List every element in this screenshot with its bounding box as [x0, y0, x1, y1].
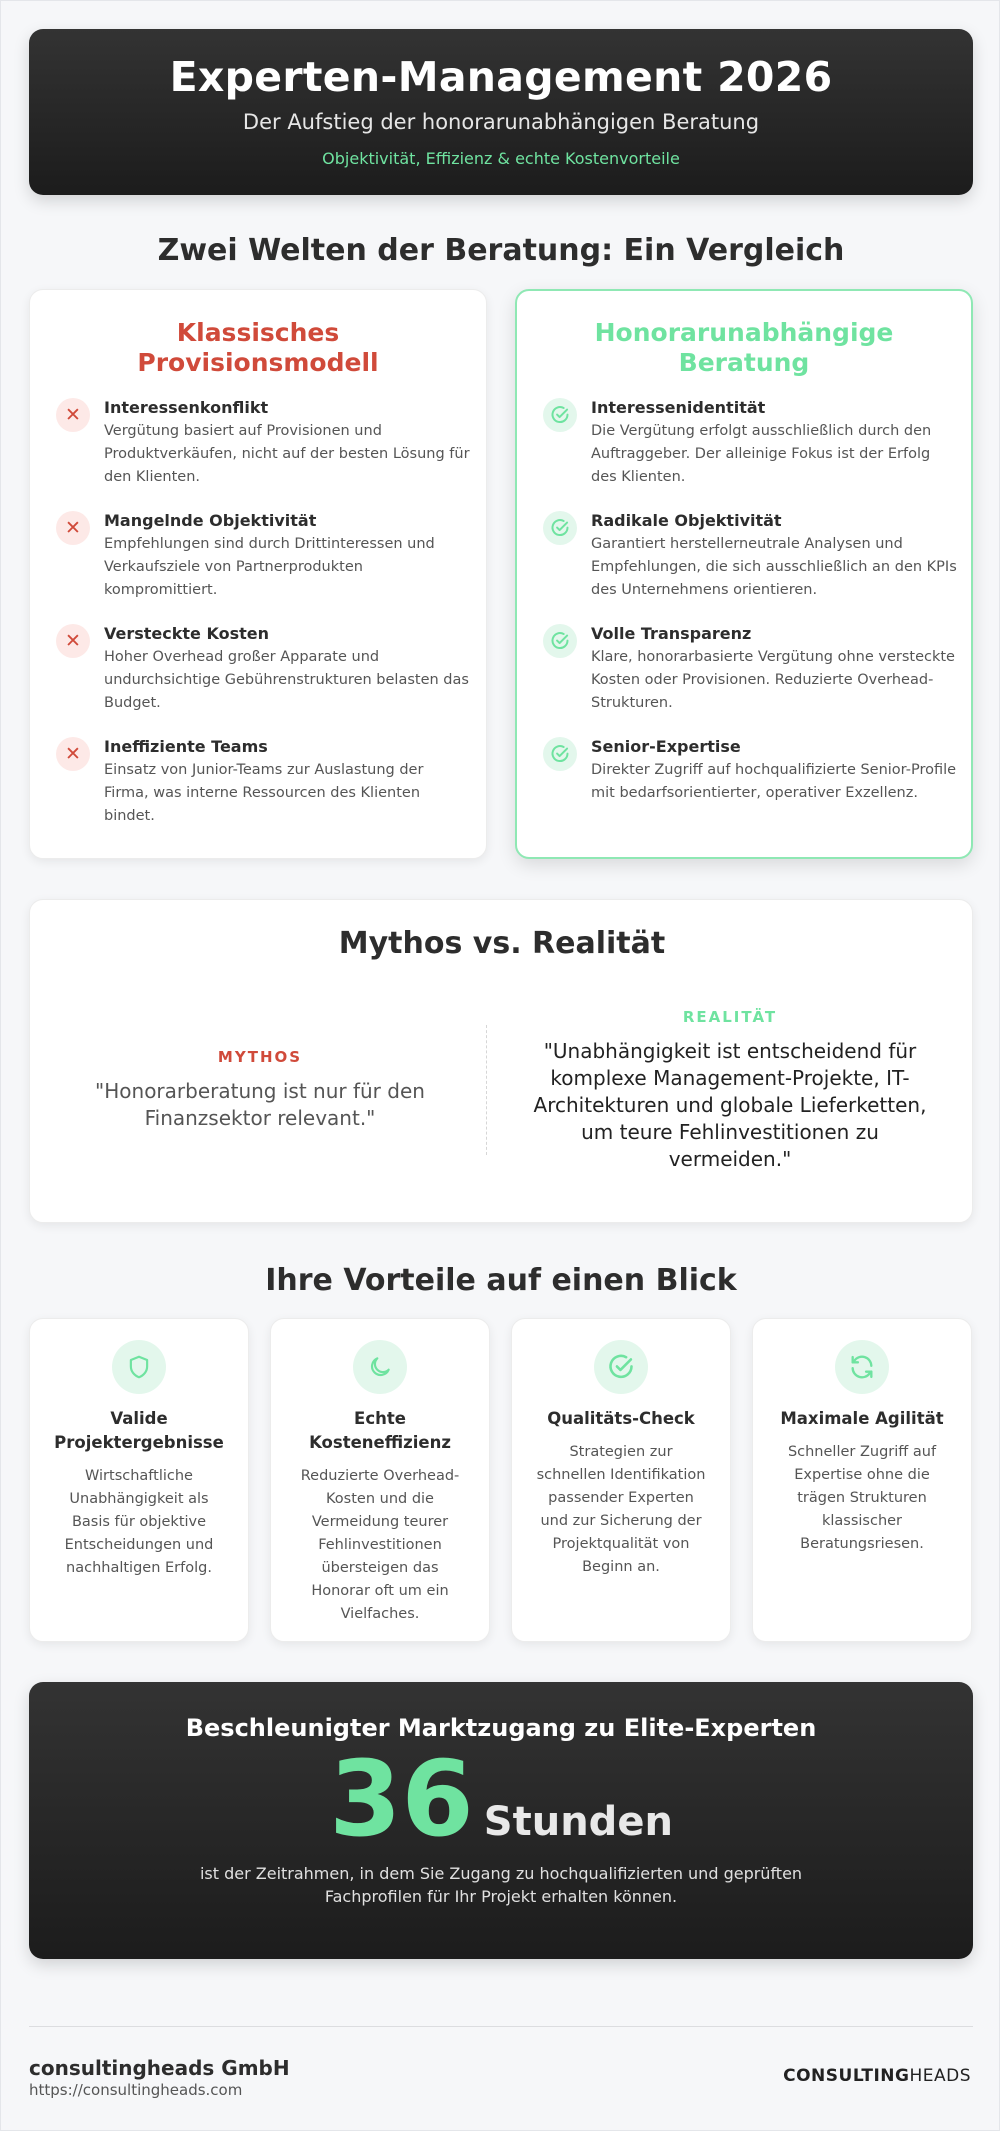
myth-divider: [486, 1025, 487, 1155]
refresh-icon: [835, 1340, 889, 1394]
benefit-text: Schneller Zugriff auf Expertise ohne die trägen Strukturen klassischer Beratungsriesen.: [787, 1444, 937, 1552]
stat-text: ist der Zeitrahmen, in dem Sie Zugang zu hochqualifizierten und geprüften Fachprofilen für Ihr Projekt erhalten können.: [199, 1864, 803, 1906]
close-icon: ✕: [56, 737, 90, 771]
stat-title: Beschleunigter Marktzugang zu Elite-Experten: [185, 1714, 817, 1742]
close-icon: ✕: [56, 624, 90, 658]
myth-label: MYTHOS: [217, 1048, 303, 1066]
benefit-text: Wirtschaftliche Unabhängigkeit als Basis für objektive Entscheidungen und nachhaltigen Erfolg.: [64, 1468, 214, 1576]
classic-card-title: [30, 318, 486, 378]
benefit-title: Valide Projektergebnisse: [54, 1409, 224, 1452]
benefit-title: Qualitäts-Check: [547, 1409, 695, 1428]
classic-title-line2: Provisionsmodell: [137, 348, 379, 377]
footer-divider: [29, 2026, 973, 2027]
classic-item-text: Empfehlungen sind durch Drittinteressen und Verkaufsziele von Partnerprodukten kompromittiert.: [104, 536, 435, 598]
benefit-title: Maximale Agilität: [780, 1409, 944, 1428]
independent-title-line2: Beratung: [678, 348, 810, 377]
logo-part1: CONSULTING: [783, 2066, 910, 2086]
independent-model-card: [515, 289, 973, 859]
stat-unit: Stunden: [483, 1799, 673, 1845]
check-circle-icon: [543, 511, 577, 545]
classic-item-text: Hoher Overhead großer Apparate und undurchsichtige Gebührenstrukturen belasten das Budget.: [104, 649, 469, 711]
independent-title-line1: Honorarunabhängige: [594, 318, 894, 347]
classic-item-text: Vergütung basiert auf Provisionen und Produktverkäufen, nicht auf der besten Lösung für den Klienten.: [104, 423, 470, 485]
independent-item-text: Direkter Zugriff auf hochqualifizierte Senior-Profile mit bedarfsorientierter, operativer Exzellenz.: [591, 762, 957, 801]
reality-column: [530, 1008, 930, 1173]
classic-item-text: Einsatz von Junior-Teams zur Auslastung der Firma, was interne Ressourcen des Klienten bindet.: [104, 762, 424, 824]
page-subtitle: Der Aufstieg der honorarunabhängigen Beratung: [242, 110, 760, 134]
shield-icon: [112, 1340, 166, 1394]
independent-item-text: Klare, honorarbasierte Vergütung ohne versteckte Kosten oder Provisionen. Reduzierte Overhead-Strukturen.: [591, 649, 955, 711]
classic-item-title: Versteckte Kosten: [104, 624, 269, 643]
benefit-card: [270, 1318, 490, 1642]
logo-part2: HEADS: [909, 2066, 971, 2086]
moon-icon: [353, 1340, 407, 1394]
myth-column: [70, 1048, 450, 1132]
footer-url-link[interactable]: https://consultingheads.com: [29, 2081, 243, 2099]
benefit-title: Echte Kosteneffizienz: [309, 1409, 451, 1452]
classic-item-title: Ineffiziente Teams: [104, 737, 268, 756]
myth-text: "Honorarberatung ist nur für den Finanzsektor relevant.": [95, 1079, 425, 1130]
classic-title-line1: Klassisches: [176, 318, 340, 347]
benefit-text: Strategien zur schnellen Identifikation passender Experten und zur Sicherung der Projektqualität von Beginn an.: [536, 1444, 706, 1575]
benefit-text: Reduzierte Overhead-Kosten und die Vermeidung teurer Fehlinvestitionen übersteigen das Honorar oft um ein Vielfaches.: [300, 1468, 460, 1622]
benefit-card: [752, 1318, 972, 1642]
benefits-title: Ihre Vorteile auf einen Blick: [265, 1263, 737, 1298]
close-icon: ✕: [56, 398, 90, 432]
independent-item-title: Interessenidentität: [591, 398, 766, 417]
consultingheads-logo: [783, 2066, 971, 2086]
reality-text: "Unabhängigkeit ist entscheidend für komplexe Management-Projekte, IT-Architekturen und globale Lieferketten, um teure Fehlinvestitionen zu vermeiden.": [533, 1039, 927, 1171]
independent-item-title: Volle Transparenz: [591, 624, 752, 643]
header-banner: [29, 29, 973, 195]
classic-model-card: [29, 289, 487, 859]
independent-item-title: Radikale Objektivität: [591, 511, 782, 530]
page-title: Experten-Management 2026: [169, 53, 833, 101]
independent-item-title: Senior-Expertise: [591, 737, 741, 756]
independent-item-text: Die Vergütung erfolgt ausschließlich durch den Auftraggeber. Der alleinige Fokus ist der Erfolg des Klienten.: [591, 423, 932, 485]
classic-item-title: Mangelnde Objektivität: [104, 511, 317, 530]
footer-company: consultingheads GmbH: [29, 2056, 290, 2080]
classic-item-title: Interessenkonflikt: [104, 398, 269, 417]
close-icon: ✕: [56, 511, 90, 545]
reality-label: REALITÄT: [682, 1008, 778, 1026]
check-circle-icon: [594, 1340, 648, 1394]
comparison-title: Zwei Welten der Beratung: Ein Vergleich: [157, 233, 845, 268]
benefit-card: [511, 1318, 731, 1642]
independent-item-text: Garantiert herstellerneutrale Analysen und Empfehlungen, die sich ausschließlich an den KPIs des Unternehmens orientieren.: [591, 536, 957, 598]
stat-banner: [29, 1682, 973, 1959]
check-circle-icon: [543, 737, 577, 771]
page-tagline: Objektivität, Effizienz & echte Kostenvorteile: [322, 149, 680, 168]
stat-number: 36: [329, 1738, 474, 1860]
myth-reality-card: [29, 899, 973, 1223]
myth-reality-title: Mythos vs. Realität: [338, 926, 666, 961]
stat-figure: [29, 1738, 973, 1860]
benefit-card: [29, 1318, 249, 1642]
check-circle-icon: [543, 624, 577, 658]
independent-card-title: [517, 318, 971, 378]
check-circle-icon: [543, 398, 577, 432]
